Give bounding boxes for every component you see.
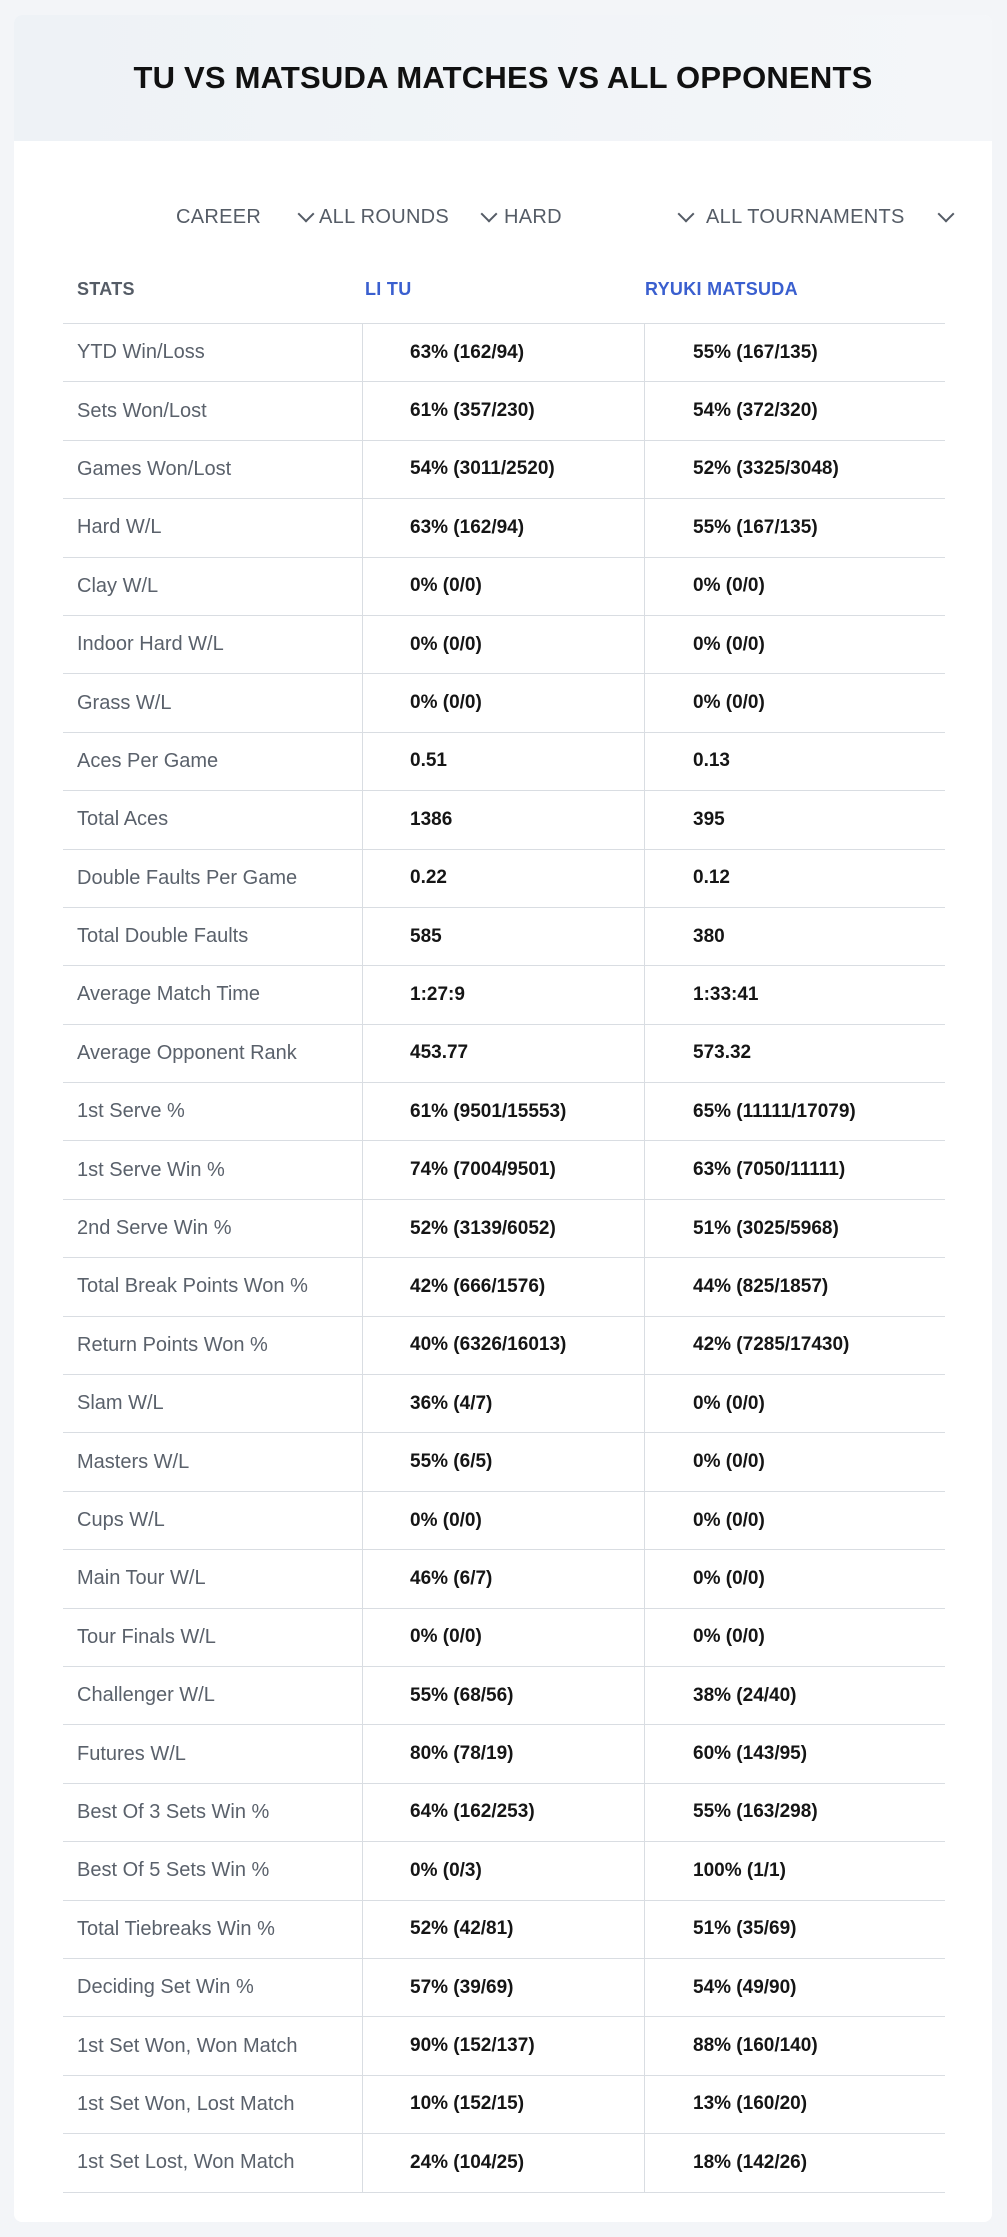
player1-stat-value: 0% (0/0) [363,1492,645,1549]
player1-stat-value: 1386 [363,791,645,848]
stat-label: Cups W/L [63,1492,363,1549]
player1-stat-value: 1:27:9 [363,966,645,1023]
stat-label: 1st Serve % [63,1083,363,1140]
player1-stat-value: 55% (6/5) [363,1433,645,1490]
table-row [63,1492,945,1550]
stat-label: Best Of 5 Sets Win % [63,1842,363,1899]
period-filter-dropdown[interactable] [176,189,316,245]
rounds-filter-label: ALL ROUNDS [319,205,450,228]
player1-stat-value: 52% (42/81) [363,1901,645,1958]
table-row [63,1200,945,1258]
player1-stat-value: 0% (0/0) [363,1609,645,1666]
player2-stat-value: 0% (0/0) [693,1392,765,1414]
player2-stat-value: 18% (142/26) [693,2151,808,2173]
player1-stat-value: 453.77 [363,1025,645,1082]
player1-stat-value: 63% (162/94) [363,324,645,381]
player2-stat-value: 42% (7285/17430) [693,1334,850,1356]
table-row [63,616,945,674]
stat-label: Tour Finals W/L [63,1609,363,1666]
stat-label: Games Won/Lost [63,441,363,498]
table-row [63,382,945,440]
stat-label: Average Match Time [63,966,363,1023]
stat-label: Hard W/L [63,499,363,556]
stat-label: 1st Serve Win % [63,1141,363,1198]
filter-bar [14,189,992,245]
chevron-down-icon [678,206,695,223]
stat-label: Total Double Faults [63,908,363,965]
stat-label: 2nd Serve Win % [63,1200,363,1257]
rounds-filter-dropdown[interactable] [319,189,499,245]
table-body [63,324,945,2193]
table-row [63,1317,945,1375]
player1-stat-value: 74% (7004/9501) [363,1141,645,1198]
player2-stat-value: 38% (24/40) [693,1684,797,1706]
table-row [63,1550,945,1608]
player1-column-header[interactable]: LI TU [365,278,412,299]
player2-stat-value: 573.32 [693,1042,752,1064]
period-filter-label: CAREER [176,205,262,228]
player2-stat-value: 88% (160/140) [693,2035,818,2057]
table-header [63,255,945,324]
stat-label: Double Faults Per Game [63,850,363,907]
player1-stat-value: 61% (9501/15553) [363,1083,645,1140]
player1-stat-value: 585 [363,908,645,965]
chevron-down-icon [298,206,315,223]
table-row [63,908,945,966]
table-row [63,733,945,791]
player2-stat-value: 0% (0/0) [693,1451,765,1473]
stat-label: Deciding Set Win % [63,1959,363,2016]
table-row [63,558,945,616]
table-row [63,1433,945,1491]
surface-filter-label: HARD [504,205,562,228]
table-row [63,791,945,849]
table-row [63,2017,945,2075]
player2-stat-value: 51% (35/69) [693,1918,797,1940]
player2-stat-value: 0% (0/0) [693,692,765,714]
player1-stat-value: 90% (152/137) [363,2017,645,2074]
player2-stat-value: 0% (0/0) [693,633,765,655]
stat-label: Masters W/L [63,1433,363,1490]
player2-stat-value: 55% (167/135) [693,516,818,538]
player1-stat-value: 24% (104/25) [363,2134,645,2191]
player1-stat-value: 10% (152/15) [363,2076,645,2133]
table-row [63,674,945,732]
table-row [63,2076,945,2134]
page-title: TU VS MATSUDA MATCHES VS ALL OPPONENTS [133,60,873,95]
player2-stat-value: 0.13 [693,750,730,772]
player1-stat-value: 52% (3139/6052) [363,1200,645,1257]
player2-stat-value: 44% (825/1857) [693,1275,829,1297]
player1-stat-value: 57% (39/69) [363,1959,645,2016]
player2-stat-value: 0.12 [693,867,730,889]
player2-stat-value: 54% (49/90) [693,1976,797,1998]
player1-stat-value: 42% (666/1576) [363,1258,645,1315]
table-row [63,850,945,908]
stat-label: Clay W/L [63,558,363,615]
surface-filter-dropdown[interactable] [504,189,696,245]
player2-stat-value: 0% (0/0) [693,1567,765,1589]
player1-stat-value: 0% (0/3) [363,1842,645,1899]
player1-stat-value: 63% (162/94) [363,499,645,556]
player2-stat-value: 65% (11111/17079) [693,1100,856,1122]
player1-stat-value: 0.51 [363,733,645,790]
player2-stat-value: 63% (7050/11111) [693,1159,846,1181]
stat-label: Total Tiebreaks Win % [63,1901,363,1958]
player2-stat-value: 395 [693,808,725,830]
player1-stat-value: 80% (78/19) [363,1725,645,1782]
player2-stat-value: 0% (0/0) [693,1626,765,1648]
player1-stat-value: 0% (0/0) [363,558,645,615]
player2-stat-value: 13% (160/20) [693,2093,808,2115]
comparison-card [14,15,992,2222]
stat-label: 1st Set Lost, Won Match [63,2134,363,2191]
stat-label: Futures W/L [63,1725,363,1782]
stat-label: Total Break Points Won % [63,1258,363,1315]
tournaments-filter-dropdown[interactable] [706,189,956,245]
stats-column-header: STATS [77,278,135,299]
table-row [63,1083,945,1141]
stat-label: Challenger W/L [63,1667,363,1724]
tournaments-filter-label: ALL TOURNAMENTS [706,205,905,228]
player2-stat-value: 1:33:41 [693,983,759,1005]
player2-stat-value: 51% (3025/5968) [693,1217,839,1239]
player1-stat-value: 55% (68/56) [363,1667,645,1724]
player2-stat-value: 54% (372/320) [693,400,818,422]
table-row [63,1959,945,2017]
player1-stat-value: 0.22 [363,850,645,907]
player1-stat-value: 54% (3011/2520) [363,441,645,498]
stat-label: YTD Win/Loss [63,324,363,381]
table-row [63,1258,945,1316]
stat-label: Average Opponent Rank [63,1025,363,1082]
table-row [63,1725,945,1783]
stat-label: 1st Set Won, Won Match [63,2017,363,2074]
player2-stat-value: 52% (3325/3048) [693,458,839,480]
table-row [63,1141,945,1199]
table-row [63,441,945,499]
player2-stat-value: 0% (0/0) [693,1509,765,1531]
player1-stat-value: 0% (0/0) [363,616,645,673]
stat-label: Return Points Won % [63,1317,363,1374]
player2-stat-value: 60% (143/95) [693,1743,808,1765]
player1-stat-value: 64% (162/253) [363,1784,645,1841]
player1-stat-value: 46% (6/7) [363,1550,645,1607]
table-row [63,966,945,1024]
table-row [63,1784,945,1842]
player2-stat-value: 0% (0/0) [693,575,765,597]
table-row [63,1375,945,1433]
player1-stat-value: 36% (4/7) [363,1375,645,1432]
stat-label: 1st Set Won, Lost Match [63,2076,363,2133]
stat-label: Aces Per Game [63,733,363,790]
player1-stat-value: 61% (357/230) [363,382,645,439]
table-row [63,1901,945,1959]
stat-label: Total Aces [63,791,363,848]
table-row [63,1667,945,1725]
table-row [63,1025,945,1083]
table-row [63,1842,945,1900]
player2-stat-value: 380 [693,925,725,947]
stat-label: Sets Won/Lost [63,382,363,439]
stat-label: Indoor Hard W/L [63,616,363,673]
table-row [63,2134,945,2192]
player1-stat-value: 40% (6326/16013) [363,1317,645,1374]
table-row [63,499,945,557]
card-header [14,15,992,141]
chevron-down-icon [938,206,955,223]
player2-stat-value: 100% (1/1) [693,1859,786,1881]
stat-label: Slam W/L [63,1375,363,1432]
table-row [63,1609,945,1667]
player2-stat-value: 55% (163/298) [693,1801,818,1823]
table-row [63,324,945,382]
stat-label: Grass W/L [63,674,363,731]
stat-label: Best Of 3 Sets Win % [63,1784,363,1841]
player1-stat-value: 0% (0/0) [363,674,645,731]
stat-label: Main Tour W/L [63,1550,363,1607]
player2-column-header[interactable]: RYUKI MATSUDA [645,278,798,299]
chevron-down-icon [481,206,498,223]
stats-table [63,255,945,2193]
player2-stat-value: 55% (167/135) [693,341,818,363]
